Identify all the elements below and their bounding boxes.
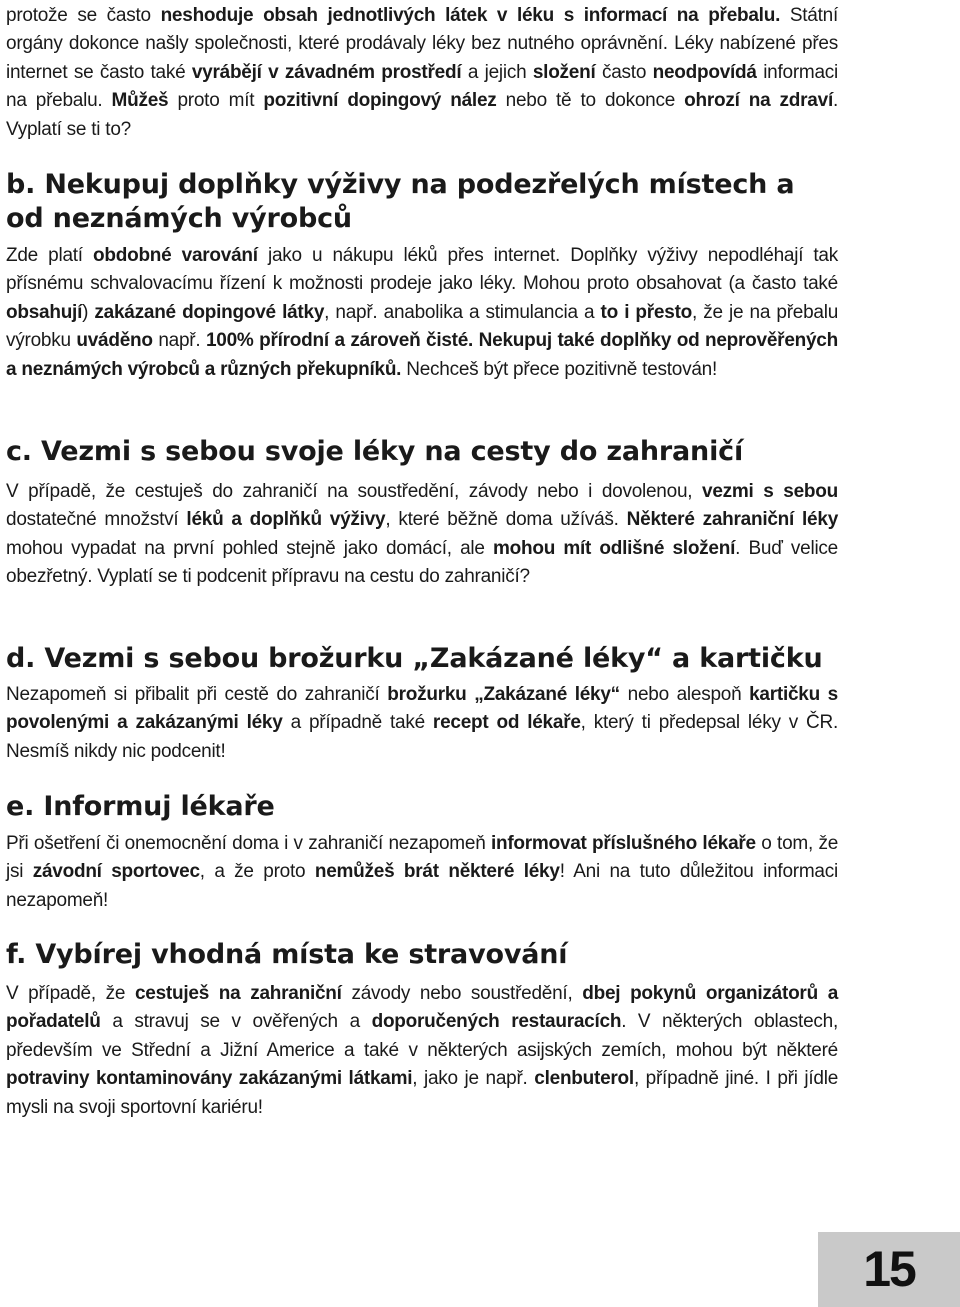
section-b-emphasis: uváděno	[76, 330, 153, 352]
section-f-heading: f. Vybírej vhodná místa ke stravování	[6, 939, 568, 970]
section-c-text: V případě, že cestuješ do zahraničí na soustředění, závody nebo i dovolenou,	[6, 481, 702, 502]
section-f-text: . V některých oblastech, především ve Střední a Jižní Americe a také v některých asijských zemích, mohou být některé	[6, 1011, 838, 1061]
section-c-paragraph	[6, 478, 838, 592]
section-b-emphasis: obdobné varování	[93, 245, 258, 266]
section-b-emphasis: 100% přírodní a zároveň čisté. Nekupuj také doplňky od neprověřených a neznámých výrobců a různých překupníků.	[6, 330, 838, 380]
section-b-paragraph	[6, 242, 838, 384]
section-c-emphasis: léků a doplňků výživy	[186, 509, 386, 531]
section-e-text: o tom, že jsi	[6, 833, 839, 883]
intro-text: a jejich	[461, 61, 533, 83]
intro-text: často	[595, 61, 653, 83]
section-f-emphasis: clenbuterol	[534, 1068, 634, 1090]
section-c-emphasis: mohou mít odlišné složení	[493, 537, 736, 559]
section-c-text: , které běžně doma užíváš.	[385, 509, 627, 531]
intro-emphasis: Můžeš	[111, 90, 169, 112]
section-b-text: , např. anabolika a stimulancia a	[324, 301, 601, 323]
intro-emphasis: složení	[532, 61, 596, 83]
intro-emphasis: pozitivní dopingový nález	[263, 90, 497, 112]
section-f-text: závody nebo soustředění,	[341, 983, 583, 1004]
section-e-text: ! Ani na tuto důležitou informaci nezapomeň!	[6, 861, 838, 911]
intro-text: protože se často	[6, 5, 161, 26]
section-d-text: a případně také	[282, 712, 433, 734]
intro-emphasis: neodpovídá	[652, 61, 757, 83]
intro-paragraph	[6, 2, 838, 144]
section-e-text: Při ošetření či onemocnění doma i v zahraničí nezapomeň	[6, 833, 491, 854]
section-c-emphasis: vezmi s sebou	[702, 481, 838, 502]
section-c-heading: c. Vezmi s sebou svoje léky na cesty do zahraničí	[6, 436, 743, 467]
section-b-text: Nechceš být přece pozitivně testován!	[401, 358, 717, 380]
section-f-emphasis: dbej pokynů organizátorů a pořadatelů	[6, 983, 839, 1033]
section-f-emphasis: doporučených restauracích	[371, 1011, 622, 1033]
section-f-emphasis: cestuješ na zahraniční	[134, 983, 342, 1004]
section-b-emphasis: zakázané dopingové látky	[94, 301, 325, 323]
section-e-emphasis: nemůžeš brát některé léky	[314, 861, 560, 883]
section-f-paragraph	[6, 980, 838, 1122]
section-f-emphasis: potraviny kontaminovány zakázanými látkami	[6, 1068, 413, 1090]
intro-emphasis: vyrábějí v závadném prostředí	[191, 61, 462, 83]
section-d-heading: d. Vezmi s sebou brožurku „Zakázané léky“ a kartičku	[6, 643, 823, 674]
section-d-emphasis: kartičku s povolenými a zakázanými léky	[6, 684, 838, 734]
section-d-paragraph	[6, 681, 838, 766]
section-b-text: např.	[152, 330, 206, 352]
section-f-text: V případě, že	[6, 983, 135, 1004]
intro-text: . Vyplatí se ti to?	[6, 90, 838, 140]
section-b-emphasis: to i přesto	[600, 301, 693, 323]
section-c-text: . Buď velice obezřetný. Vyplatí se ti podcenit přípravu na cestu do zahraničí?	[6, 537, 838, 588]
intro-text: nebo tě to dokonce	[496, 90, 685, 112]
section-e-heading: e. Informuj lékaře	[6, 791, 275, 822]
section-d-text: Nezapomeň si přibalit při cestě do zahraničí	[6, 684, 388, 705]
section-c-text: mohou vypadat na první pohled stejně jako domácí, ale	[6, 537, 493, 559]
intro-text: Státní orgány dokonce našly společnosti, které prodávaly léky bez nutného oprávnění. Léky nabízené přes internet se často také	[6, 5, 838, 83]
section-c-text: dostatečné množství	[6, 509, 187, 531]
section-b-text: jako u nákupu léků přes internet. Doplňky výživy nepodléhají tak přísnému schvalovacímu řízení k možnosti prodeje jako léky. Mohou proto obsahovat (a často také	[6, 245, 838, 295]
section-b-emphasis: obsahují	[6, 301, 83, 323]
section-e-text: , a že proto	[199, 861, 315, 883]
intro-emphasis: neshoduje obsah jednotlivých látek v léku s informací na přebalu.	[160, 5, 781, 26]
intro-text: informaci na přebalu.	[6, 61, 839, 112]
intro-emphasis: ohrozí na zdraví	[684, 90, 833, 112]
page-number: 15	[818, 1232, 960, 1307]
section-b-heading: b. Nekupuj doplňky výživy na podezřelých místech a od neznámých výrobců	[6, 169, 795, 234]
section-e-paragraph	[6, 830, 838, 915]
section-f-text: a stravuj se v ověřených a	[100, 1011, 372, 1033]
section-c-emphasis: Některé zahraniční léky	[626, 509, 839, 531]
intro-text: proto mít	[168, 90, 264, 112]
section-d-emphasis: brožurku „Zakázané léky“	[387, 684, 620, 705]
section-f-text: , jako je např.	[412, 1068, 535, 1090]
section-b-text: , že je na přebalu výrobku	[6, 301, 839, 352]
section-f-text: , případně jiné. I při jídle mysli na svoji sportovní kariéru!	[6, 1068, 839, 1118]
section-d-text: , který ti předepsal léky v ČR. Nesmíš nikdy nic podcenit!	[6, 712, 838, 762]
section-d-emphasis: recept od lékaře	[432, 712, 581, 734]
section-b-text: Zde platí	[6, 245, 94, 266]
section-d-text: nebo alespoň	[619, 684, 750, 705]
section-b-text: )	[82, 301, 95, 323]
section-e-emphasis: informovat příslušného lékaře	[490, 833, 756, 854]
section-e-emphasis: závodní sportovec	[32, 861, 200, 883]
